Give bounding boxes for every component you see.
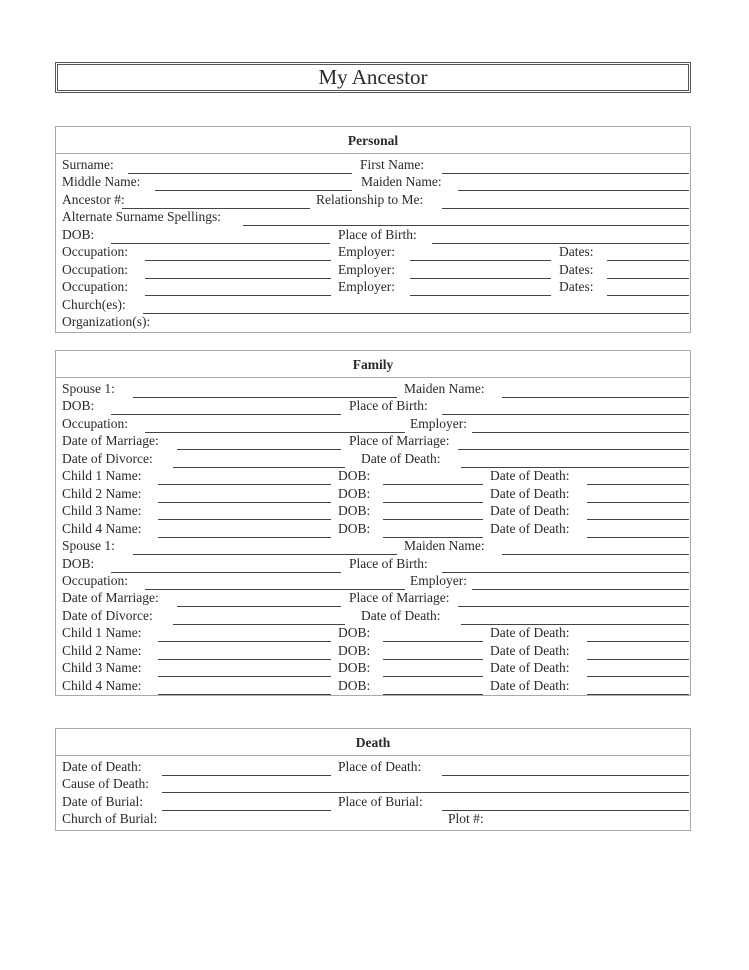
date-of-death-label: Date of Death: bbox=[62, 759, 142, 774]
spouse-label: Spouse 1: bbox=[62, 381, 115, 396]
form-field-line[interactable] bbox=[458, 449, 689, 450]
form-field-line[interactable] bbox=[158, 676, 331, 677]
form-field-line[interactable] bbox=[158, 502, 331, 503]
form-field-line[interactable] bbox=[177, 606, 341, 607]
form-field-line[interactable] bbox=[383, 659, 483, 660]
dates-label: Dates: bbox=[559, 279, 594, 295]
dates-label: Dates: bbox=[559, 244, 594, 260]
ancestor-no-label: Ancestor #: bbox=[62, 191, 125, 207]
churches-label: Church(es): bbox=[62, 296, 126, 312]
employer-label: Employer: bbox=[410, 572, 467, 588]
plot-label: Plot #: bbox=[448, 811, 484, 827]
child-2-label: Child 2 Name: bbox=[62, 642, 142, 658]
child-1-label: Child 1 Name: bbox=[62, 468, 142, 484]
date-of-burial-label: Date of Burial: bbox=[62, 793, 143, 809]
occupation-label: Occupation: bbox=[62, 244, 128, 260]
employer-label: Employer: bbox=[338, 244, 395, 260]
form-field-line[interactable] bbox=[442, 173, 689, 174]
page-title: My Ancestor bbox=[55, 62, 691, 93]
date-of-death-label: Date of Death: bbox=[490, 642, 570, 658]
form-field-line[interactable] bbox=[158, 641, 331, 642]
date-of-death-label: Date of Death: bbox=[490, 468, 570, 484]
form-field-line[interactable] bbox=[143, 313, 689, 314]
form-field-line[interactable] bbox=[111, 414, 341, 415]
form-field-line[interactable] bbox=[111, 572, 341, 573]
date-of-death-label: Date of Death: bbox=[490, 485, 570, 501]
form-field-line[interactable] bbox=[587, 519, 689, 520]
occupation-label: Occupation: bbox=[62, 415, 128, 431]
form-field-line[interactable] bbox=[383, 502, 483, 503]
form-field-line[interactable] bbox=[502, 554, 689, 555]
employer-label: Employer: bbox=[338, 261, 395, 277]
date-of-death-label: Date of Death: bbox=[361, 607, 441, 623]
date-of-death-label: Date of Death: bbox=[490, 520, 570, 536]
relationship-label: Relationship to Me: bbox=[316, 191, 424, 207]
place-of-marriage-label: Place of Marriage: bbox=[349, 433, 450, 449]
dob-label: DOB: bbox=[338, 625, 371, 641]
form-field-line[interactable] bbox=[410, 295, 551, 296]
family-heading: Family bbox=[56, 351, 690, 378]
form-field-line[interactable] bbox=[442, 414, 689, 415]
child-3-label: Child 3 Name: bbox=[62, 503, 142, 519]
church-of-burial-label: Church of Burial: bbox=[62, 811, 158, 827]
dob-label: DOB: bbox=[62, 398, 95, 414]
form-field-line[interactable] bbox=[442, 775, 689, 776]
dob-label: DOB: bbox=[338, 642, 371, 658]
dob-label: DOB: bbox=[338, 468, 371, 484]
dob-label: DOB: bbox=[338, 660, 371, 676]
child-2-label: Child 2 Name: bbox=[62, 485, 142, 501]
place-of-birth-label: Place of Birth: bbox=[338, 226, 417, 242]
date-of-marriage-label: Date of Marriage: bbox=[62, 590, 159, 606]
form-field-line[interactable] bbox=[383, 519, 483, 520]
form-field-line[interactable] bbox=[472, 432, 689, 433]
maiden-name-label: Maiden Name: bbox=[361, 174, 442, 190]
form-field-line[interactable] bbox=[177, 449, 341, 450]
first-name-label: First Name: bbox=[360, 157, 425, 172]
form-field-line[interactable] bbox=[502, 397, 689, 398]
form-field-line[interactable] bbox=[472, 589, 689, 590]
form-field-line[interactable] bbox=[587, 694, 689, 695]
child-3-label: Child 3 Name: bbox=[62, 660, 142, 676]
personal-heading: Personal bbox=[56, 127, 690, 154]
maiden-name-label: Maiden Name: bbox=[404, 538, 485, 554]
form-field-line[interactable] bbox=[587, 641, 689, 642]
dob-label: DOB: bbox=[338, 485, 371, 501]
form-field-line[interactable] bbox=[442, 572, 689, 573]
form-field-line[interactable] bbox=[158, 694, 331, 695]
dob-label: DOB: bbox=[338, 677, 371, 693]
cause-of-death-label: Cause of Death: bbox=[62, 776, 149, 792]
date-of-divorce-label: Date of Divorce: bbox=[62, 607, 153, 623]
place-of-marriage-label: Place of Marriage: bbox=[349, 590, 450, 606]
form-field-line[interactable] bbox=[587, 502, 689, 503]
form-field-line[interactable] bbox=[410, 278, 551, 279]
middle-name-label: Middle Name: bbox=[62, 174, 141, 190]
form-field-line[interactable] bbox=[410, 260, 551, 261]
maiden-name-label: Maiden Name: bbox=[404, 381, 485, 396]
form-field-line[interactable] bbox=[383, 694, 483, 695]
form-field-line[interactable] bbox=[458, 606, 689, 607]
form-field-line[interactable] bbox=[243, 225, 689, 226]
form-field-line[interactable] bbox=[162, 810, 331, 811]
date-of-death-label: Date of Death: bbox=[490, 503, 570, 519]
date-of-death-label: Date of Death: bbox=[490, 660, 570, 676]
occupation-label: Occupation: bbox=[62, 261, 128, 277]
form-field-line[interactable] bbox=[145, 295, 331, 296]
alt-spellings-label: Alternate Surname Spellings: bbox=[62, 209, 221, 225]
death-heading: Death bbox=[56, 729, 690, 756]
dob-label: DOB: bbox=[62, 226, 95, 242]
date-of-marriage-label: Date of Marriage: bbox=[62, 433, 159, 449]
organizations-label: Organization(s): bbox=[62, 314, 151, 330]
form-field-line[interactable] bbox=[383, 484, 483, 485]
date-of-death-label: Date of Death: bbox=[490, 625, 570, 641]
place-of-birth-label: Place of Birth: bbox=[349, 555, 428, 571]
form-field-line[interactable] bbox=[607, 260, 689, 261]
form-field-line[interactable] bbox=[128, 173, 352, 174]
form-field-line[interactable] bbox=[162, 775, 331, 776]
form-field-line[interactable] bbox=[607, 278, 689, 279]
form-field-line[interactable] bbox=[158, 519, 331, 520]
form-field-line[interactable] bbox=[173, 467, 345, 468]
form-field-line[interactable] bbox=[162, 792, 689, 793]
form-field-line[interactable] bbox=[442, 208, 689, 209]
form-field-line[interactable] bbox=[158, 659, 331, 660]
form-field-line[interactable] bbox=[587, 659, 689, 660]
form-field-line[interactable] bbox=[607, 295, 689, 296]
form-field-line[interactable] bbox=[383, 676, 483, 677]
form-field-line[interactable] bbox=[173, 624, 345, 625]
employer-label: Employer: bbox=[338, 279, 395, 295]
date-of-death-label: Date of Death: bbox=[361, 450, 441, 466]
place-of-death-label: Place of Death: bbox=[338, 759, 422, 774]
occupation-label: Occupation: bbox=[62, 572, 128, 588]
date-of-divorce-label: Date of Divorce: bbox=[62, 450, 153, 466]
employer-label: Employer: bbox=[410, 415, 467, 431]
child-4-label: Child 4 Name: bbox=[62, 520, 142, 536]
date-of-death-label: Date of Death: bbox=[490, 677, 570, 693]
place-of-burial-label: Place of Burial: bbox=[338, 793, 423, 809]
form-field-line[interactable] bbox=[158, 484, 331, 485]
child-4-label: Child 4 Name: bbox=[62, 677, 142, 693]
dates-label: Dates: bbox=[559, 261, 594, 277]
form-field-line[interactable] bbox=[587, 537, 689, 538]
form-field-line[interactable] bbox=[587, 484, 689, 485]
dob-label: DOB: bbox=[62, 555, 95, 571]
form-field-line[interactable] bbox=[587, 676, 689, 677]
place-of-birth-label: Place of Birth: bbox=[349, 398, 428, 414]
form-field-line[interactable] bbox=[111, 243, 330, 244]
form-field-line[interactable] bbox=[383, 641, 483, 642]
dob-label: DOB: bbox=[338, 503, 371, 519]
form-field-line[interactable] bbox=[145, 260, 331, 261]
dob-label: DOB: bbox=[338, 520, 371, 536]
spouse-label: Spouse 1: bbox=[62, 538, 115, 554]
child-1-label: Child 1 Name: bbox=[62, 625, 142, 641]
surname-label: Surname: bbox=[62, 157, 114, 172]
form-field-line[interactable] bbox=[145, 278, 331, 279]
form-field-line[interactable] bbox=[158, 537, 331, 538]
form-field-line[interactable] bbox=[458, 190, 689, 191]
occupation-label: Occupation: bbox=[62, 279, 128, 295]
